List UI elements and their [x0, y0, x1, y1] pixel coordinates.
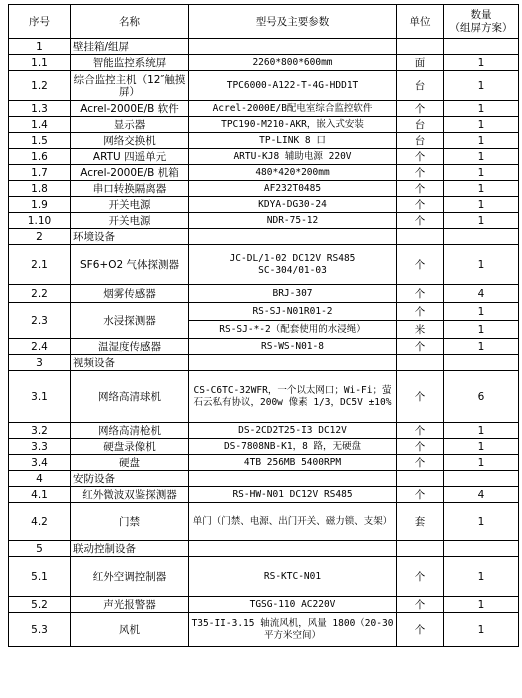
table-row: [9, 285, 519, 303]
cell-no: 2: [9, 229, 71, 245]
cell-no: 4.2: [9, 503, 71, 541]
cell-name: 串口转换隔离器: [71, 181, 189, 197]
cell-name: 红外微波双鉴探测器: [71, 487, 189, 503]
cell-no: 1.5: [9, 133, 71, 149]
table-row: [9, 339, 519, 355]
cell-no: 3.4: [9, 455, 71, 471]
table-row: [9, 613, 519, 647]
cell-unit: 个: [397, 197, 444, 213]
cell-no: 5.2: [9, 597, 71, 613]
cell-name: SF6+O2 气体探测器: [71, 245, 189, 285]
section-row: [9, 471, 519, 487]
table-header-row: [9, 5, 519, 39]
header-qty: 数量 （组屏方案）: [444, 5, 519, 39]
cell-name: 联动控制设备: [71, 541, 189, 557]
table-row: [9, 557, 519, 597]
cell-no: 1.6: [9, 149, 71, 165]
cell-model: AF232T0485: [189, 181, 397, 197]
cell-unit: 个: [397, 149, 444, 165]
cell-name: 显示器: [71, 117, 189, 133]
cell-no: 5.3: [9, 613, 71, 647]
cell-name: 温湿度传感器: [71, 339, 189, 355]
cell-model: NDR-75-12: [189, 213, 397, 229]
cell-unit: 台: [397, 117, 444, 133]
cell-model: JC-DL/1-02 DC12V RS485 SC-304/01-03: [189, 245, 397, 285]
cell-no: 4: [9, 471, 71, 487]
cell-model: 480*420*200mm: [189, 165, 397, 181]
cell-qty: 1: [444, 71, 519, 101]
cell-no: 3.3: [9, 439, 71, 455]
cell-qty: [444, 355, 519, 371]
cell-qty: 6: [444, 371, 519, 423]
cell-qty: 1: [444, 197, 519, 213]
cell-no: 3.1: [9, 371, 71, 423]
cell-name: Acrel-2000E/B 机箱: [71, 165, 189, 181]
cell-model: 单门（门禁、电源、出门开关、磁力锁、支架）: [189, 503, 397, 541]
table-row: [9, 439, 519, 455]
cell-model: RS-HW-N01 DC12V RS485: [189, 487, 397, 503]
cell-model: RS-SJ-N01R01-2: [189, 303, 397, 321]
table-row: [9, 71, 519, 101]
cell-qty: 1: [444, 423, 519, 439]
cell-unit: 套: [397, 503, 444, 541]
cell-qty: 1: [444, 339, 519, 355]
cell-name: 壁挂箱/组屏: [71, 39, 189, 55]
cell-unit: 个: [397, 339, 444, 355]
cell-no: 4.1: [9, 487, 71, 503]
table-row: [9, 245, 519, 285]
cell-model: [189, 471, 397, 487]
cell-name: 网络交换机: [71, 133, 189, 149]
cell-no: 2.2: [9, 285, 71, 303]
table-row: [9, 455, 519, 471]
cell-qty: 1: [444, 165, 519, 181]
cell-qty: 1: [444, 439, 519, 455]
header-no: 序号: [9, 5, 71, 39]
table-body: [9, 39, 519, 647]
cell-name: Acrel-2000E/B 软件: [71, 101, 189, 117]
table-row: [9, 213, 519, 229]
cell-unit: 个: [397, 165, 444, 181]
cell-unit: 面: [397, 55, 444, 71]
header-name: 名称: [71, 5, 189, 39]
cell-model: [189, 355, 397, 371]
table-row: [9, 181, 519, 197]
cell-model: T35-II-3.15 轴流风机，风量 1800（20-30 平方米空间）: [189, 613, 397, 647]
cell-name: 开关电源: [71, 213, 189, 229]
cell-qty: 1: [444, 597, 519, 613]
cell-qty: 1: [444, 181, 519, 197]
cell-name: 网络高清枪机: [71, 423, 189, 439]
section-row: [9, 355, 519, 371]
cell-no: 5: [9, 541, 71, 557]
cell-name: 烟雾传感器: [71, 285, 189, 303]
cell-unit: 个: [397, 285, 444, 303]
cell-model: DS-7808NB-K1，8 路，无硬盘: [189, 439, 397, 455]
cell-no: 1.7: [9, 165, 71, 181]
cell-qty: 1: [444, 321, 519, 339]
cell-name: 门禁: [71, 503, 189, 541]
cell-qty: 1: [444, 455, 519, 471]
cell-no: 5.1: [9, 557, 71, 597]
table-row: [9, 149, 519, 165]
cell-no: 1.1: [9, 55, 71, 71]
section-row: [9, 541, 519, 557]
cell-model: KDYA-DG30-24: [189, 197, 397, 213]
cell-model: TPC190-M210-AKR，嵌入式安装: [189, 117, 397, 133]
cell-qty: 1: [444, 557, 519, 597]
cell-no: 1.9: [9, 197, 71, 213]
cell-name: 视频设备: [71, 355, 189, 371]
cell-name: 风机: [71, 613, 189, 647]
cell-no: 2.3: [9, 303, 71, 339]
table-row: [9, 101, 519, 117]
cell-model: 2260*800*600mm: [189, 55, 397, 71]
cell-qty: 1: [444, 213, 519, 229]
cell-unit: 个: [397, 303, 444, 321]
table-row: [9, 371, 519, 423]
cell-unit: 个: [397, 181, 444, 197]
cell-model: Acrel-2000E/B配电室综合监控软件: [189, 101, 397, 117]
cell-unit: 个: [397, 245, 444, 285]
cell-unit: 个: [397, 557, 444, 597]
table-row: [9, 133, 519, 149]
cell-qty: 4: [444, 487, 519, 503]
cell-qty: [444, 39, 519, 55]
cell-name: 声光报警器: [71, 597, 189, 613]
cell-no: 1.8: [9, 181, 71, 197]
cell-name: ARTU 四遥单元: [71, 149, 189, 165]
cell-no: 1.2: [9, 71, 71, 101]
cell-qty: 1: [444, 503, 519, 541]
cell-name: 智能监控系统屏: [71, 55, 189, 71]
cell-no: 3.2: [9, 423, 71, 439]
table-row: [9, 423, 519, 439]
cell-qty: [444, 471, 519, 487]
cell-model: DS-2CD2T25-I3 DC12V: [189, 423, 397, 439]
cell-no: 1.3: [9, 101, 71, 117]
cell-unit: [397, 471, 444, 487]
cell-name: 硬盘录像机: [71, 439, 189, 455]
cell-unit: [397, 541, 444, 557]
cell-qty: 1: [444, 101, 519, 117]
table-row: [9, 303, 519, 321]
cell-name: 开关电源: [71, 197, 189, 213]
cell-qty: 1: [444, 613, 519, 647]
cell-qty: 1: [444, 149, 519, 165]
cell-no: 1.4: [9, 117, 71, 133]
cell-model: [189, 541, 397, 557]
cell-unit: 个: [397, 371, 444, 423]
cell-model: BRJ-307: [189, 285, 397, 303]
cell-unit: 个: [397, 423, 444, 439]
table-row: [9, 197, 519, 213]
cell-qty: 1: [444, 117, 519, 133]
table-row: [9, 503, 519, 541]
table-row: [9, 487, 519, 503]
cell-unit: 个: [397, 597, 444, 613]
cell-no: 2.1: [9, 245, 71, 285]
section-row: [9, 39, 519, 55]
cell-unit: 台: [397, 71, 444, 101]
cell-model: [189, 39, 397, 55]
table-row: [9, 117, 519, 133]
cell-model: TGSG-110 AC220V: [189, 597, 397, 613]
cell-unit: 个: [397, 101, 444, 117]
cell-unit: [397, 229, 444, 245]
cell-qty: 1: [444, 133, 519, 149]
cell-model: [189, 229, 397, 245]
cell-qty: 1: [444, 303, 519, 321]
cell-unit: [397, 355, 444, 371]
cell-unit: 个: [397, 213, 444, 229]
cell-unit: 个: [397, 439, 444, 455]
cell-no: 3: [9, 355, 71, 371]
section-row: [9, 229, 519, 245]
cell-model: RS-KTC-N01: [189, 557, 397, 597]
cell-qty: 4: [444, 285, 519, 303]
cell-model: RS-WS-N01-8: [189, 339, 397, 355]
cell-name: 综合监控主机（12″触摸屏）: [71, 71, 189, 101]
cell-no: 2.4: [9, 339, 71, 355]
header-model: 型号及主要参数: [189, 5, 397, 39]
cell-unit: 米: [397, 321, 444, 339]
cell-model: ARTU-KJ8 辅助电源 220V: [189, 149, 397, 165]
table-row: [9, 597, 519, 613]
cell-model: 4TB 256MB 5400RPM: [189, 455, 397, 471]
cell-qty: [444, 229, 519, 245]
cell-name: 红外空调控制器: [71, 557, 189, 597]
equipment-table: [8, 4, 519, 647]
cell-unit: [397, 39, 444, 55]
cell-unit: 个: [397, 455, 444, 471]
cell-qty: [444, 541, 519, 557]
cell-name: 硬盘: [71, 455, 189, 471]
cell-name: 环境设备: [71, 229, 189, 245]
cell-qty: 1: [444, 245, 519, 285]
header-unit: 单位: [397, 5, 444, 39]
cell-unit: 个: [397, 487, 444, 503]
table-row: [9, 55, 519, 71]
cell-no: 1: [9, 39, 71, 55]
cell-model: CS-C6TC-32WFR，一个以太网口；Wi-Fi；萤石云私有协议，200w 像素 1/3，DC5V ±10%: [189, 371, 397, 423]
table-row: [9, 165, 519, 181]
cell-model: RS-SJ-*-2（配套使用的水浸绳）: [189, 321, 397, 339]
cell-unit: 个: [397, 613, 444, 647]
cell-unit: 台: [397, 133, 444, 149]
cell-qty: 1: [444, 55, 519, 71]
cell-model: TPC6000-A122-T-4G-HDD1T: [189, 71, 397, 101]
cell-model: TP-LINK 8 口: [189, 133, 397, 149]
cell-name: 安防设备: [71, 471, 189, 487]
cell-name: 水浸探测器: [71, 303, 189, 339]
cell-name: 网络高清球机: [71, 371, 189, 423]
cell-no: 1.10: [9, 213, 71, 229]
